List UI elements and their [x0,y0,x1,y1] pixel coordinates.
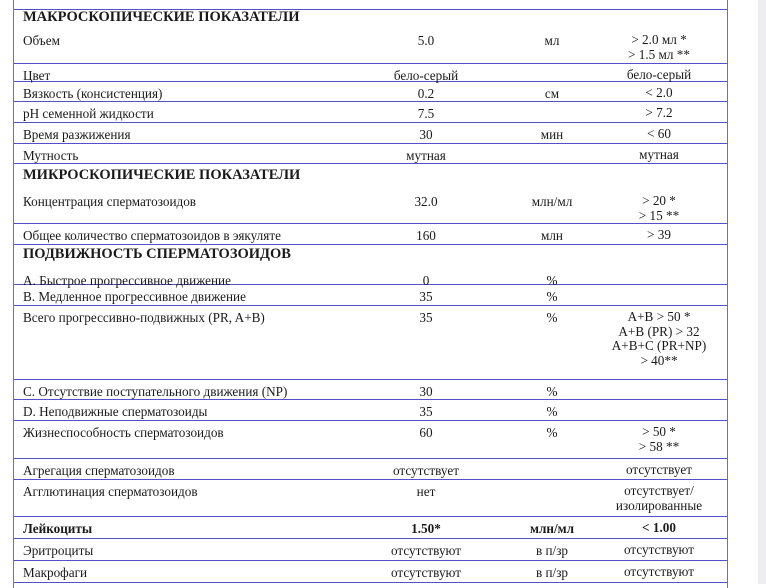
table-row [14,224,727,245]
norm-line: > 40** [640,352,678,368]
norm-line: A+B (PR) > 32 [618,323,700,339]
row-norm [599,543,719,558]
row-unit: мл [544,33,560,48]
row-label: Всего прогрессивно-подвижных (PR, A+B) [23,310,265,325]
norm-line: изолированные [615,497,703,513]
row-label: Мутность [23,148,79,163]
row-value: 60 [419,425,433,440]
table-row [14,144,727,164]
row-unit: мин [540,127,564,142]
table-row [14,561,727,583]
row-label: C. Отсутствие поступательного движения (NP) [23,384,288,399]
row-value: отсутствует [393,463,459,478]
norm-line: > 7.2 [645,105,673,120]
section-header-macro [14,10,727,28]
section-header-micro [14,168,727,188]
norm-line: отсутствует/ [624,483,694,498]
row-label: Вязкость (консистенция) [23,86,163,101]
row-unit: % [546,273,558,288]
row-value: отсутствуют [391,543,461,558]
row-norm [599,194,719,223]
table-row [14,480,727,517]
row-label: Эритроциты [23,543,94,558]
row-label: Общее количество сперматозоидов в эякуляте [23,228,281,243]
norm-line: отсутствуют [624,564,694,579]
row-label: Объем [23,33,60,48]
row-unit: % [546,310,558,325]
table-row [14,190,727,224]
row-unit: млн [541,228,563,243]
row-value: 30 [419,127,433,142]
row-value: 35 [419,404,433,419]
table-row [14,123,727,144]
row-label: Лейкоциты [23,521,93,536]
row-norm [599,148,719,163]
row-value: 1.50* [411,521,441,536]
table-row [14,459,727,480]
norm-line: < 60 [647,126,671,141]
row-label: pH семенной жидкости [23,106,154,121]
norm-line: < 1.00 [642,520,676,535]
table-row [14,64,727,82]
row-norm [599,228,719,243]
table-row [14,380,727,400]
row-norm [599,425,719,454]
row-label: Агрегация сперматозоидов [23,463,175,478]
row-norm [599,521,719,536]
table-row [14,29,727,64]
row-value: 0.2 [417,86,435,101]
row-label: Макрофаги [23,565,88,580]
row-label: Время разжижения [23,127,131,142]
norm-line: отсутствуют [624,542,694,557]
norm-line: > 2.0 мл * [631,32,687,47]
row-norm [599,484,719,513]
norm-line: > 20 * [642,193,676,208]
norm-line: A+B+C (PR+NP) [611,338,707,353]
row-value: нет [416,484,436,499]
row-norm [599,106,719,121]
row-unit: в п/зр [535,543,569,558]
norm-line: бело-серый [626,67,692,82]
table-row [14,517,727,539]
table-row [14,285,727,306]
table-row [14,421,727,459]
norm-line: > 58 ** [638,438,680,454]
section-title: МАКРОСКОПИЧЕСКИЕ ПОКАЗАТЕЛИ [23,9,300,25]
row-norm [599,463,719,478]
norm-line: > 1.5 мл ** [628,46,690,62]
norm-line: > 15 ** [638,207,680,223]
row-norm [599,565,719,580]
row-norm [599,68,719,83]
scrollbar-track[interactable] [758,0,766,584]
norm-line: > 39 [647,227,671,242]
row-unit: % [546,384,558,399]
row-value: 32.0 [414,194,438,209]
norm-line: мутная [639,147,679,162]
row-label: Концентрация сперматозоидов [23,194,197,209]
row-value: бело-серый [393,68,459,83]
row-label: B. Медленное прогрессивное движение [23,289,246,304]
row-label: Агглютинация сперматозоидов [23,484,198,499]
row-unit: см [544,86,560,101]
norm-line: > 50 * [642,424,676,439]
row-norm [599,33,719,62]
row-unit: % [546,289,558,304]
row-value: 30 [419,384,433,399]
row-label: D. Неподвижные сперматозоиды [23,404,208,419]
row-unit: млн/мл [531,194,573,209]
table-row [14,82,727,102]
table-row [14,306,727,380]
section-title: ПОДВИЖНОСТЬ СПЕРМАТОЗОИДОВ [23,246,291,262]
norm-line: отсутствует [626,462,692,477]
table-row [14,539,727,561]
row-norm [599,310,719,368]
row-unit: в п/зр [535,565,569,580]
table-row [14,102,727,123]
row-value: 5.0 [417,33,435,48]
row-value: 160 [416,228,436,243]
row-norm [599,86,719,101]
row-value: отсутствуют [391,565,461,580]
row-unit: % [546,404,558,419]
row-label: Цвет [23,68,51,83]
table-row [14,269,727,288]
row-label: A. Быстрое прогрессивное движение [23,273,231,288]
norm-line: < 2.0 [645,85,673,100]
report-table [13,0,728,588]
table-row [14,400,727,421]
row-value: 7.5 [417,106,435,121]
norm-line: A+B > 50 * [627,309,691,324]
section-header-motility [14,247,727,267]
row-value: мутная [406,148,446,163]
row-label: Жизнеспособность сперматозоидов [23,425,224,440]
row-norm [599,127,719,142]
section-title: МИКРОСКОПИЧЕСКИЕ ПОКАЗАТЕЛИ [23,167,301,183]
row-unit: млн/мл [529,521,575,536]
row-unit: % [546,425,558,440]
row-value: 0 [422,273,430,288]
row-value: 35 [419,310,433,325]
row-value: 35 [419,289,433,304]
